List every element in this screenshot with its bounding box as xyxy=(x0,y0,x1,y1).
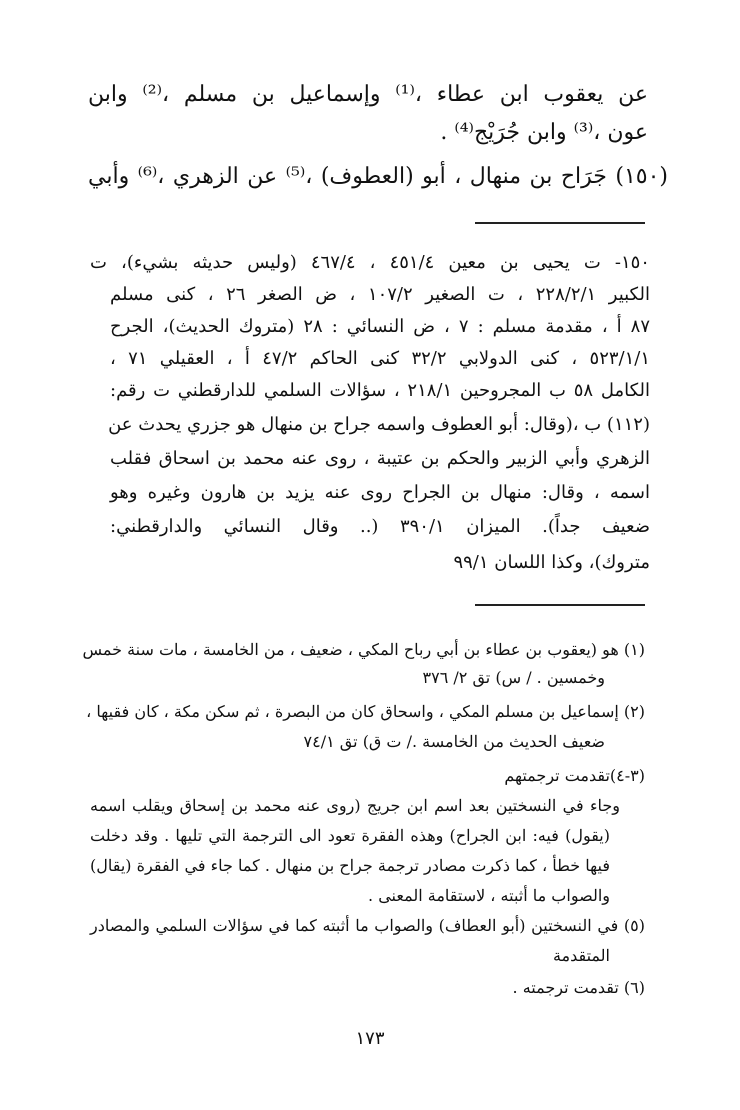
hadith-line-9: ضعيف جداً). الميزان ٣٩٠/١ (.. وقال النسائي والدارقطني: xyxy=(110,516,650,537)
hadith-line-7: الزهري وأبي الزبير والحكم بن عتيبة ، روى عنه محمد بن اسحاق فقلب xyxy=(110,448,650,469)
hadith-note-block xyxy=(90,252,650,592)
page-number: ١٧٣ xyxy=(355,1028,385,1049)
hadith-line-3: ٨٧ أ ، مقدمة مسلم : ٧ ، ض النسائي : ٢٨ (متروك الحديث)، الجرح xyxy=(110,316,651,337)
hadith-line-10: متروك)، وكذا اللسان ٩٩/١ xyxy=(453,552,650,573)
main-line-3: (١٥٠) جَرَاح بن منهال ، أبو (العطوف) ،⁽⁵⁾ عن الزهري ،⁽⁶⁾ وأبي xyxy=(88,164,668,189)
footnote-1-line-2: وخمسين . / س) تق ٢/ ٣٧٦ xyxy=(422,668,605,687)
hadith-line-8: اسمه ، وقال: منهال بن الجراح روى عنه يزيد بن هارون وغيره وهو xyxy=(110,482,650,503)
hadith-line-1: ١٥٠- ت يحيى بن معين ٤٥١/٤ ، ٤٦٧/٤ (وليس حديثه بشيء)، ت xyxy=(90,252,650,273)
hadith-line-5: الكامل ٥٨ ب المجروحين ٢١٨/١ ، سؤالات السلمي للدارقطني ت رقم: xyxy=(110,380,650,401)
main-line-2: عون ،⁽³⁾ وابن جُرَيْج⁽⁴⁾ . xyxy=(440,120,648,145)
hadith-line-4: ٥٢٣/١/١ ، كنى الدولابي ٣٢/٢ كنى الحاكم ٤٧/٢ أ ، العقيلي ٧١ ، xyxy=(110,348,651,369)
footnote-2-line-2: ضعيف الحديث من الخامسة ./ ت ق) تق ٧٤/١ xyxy=(303,732,605,751)
hadith-line-6: (١١٢) ب ،(وقال: أبو العطوف واسمه جراح بن منهال هو جزري يحدث عن xyxy=(108,414,650,435)
separator-rule-2 xyxy=(475,604,645,606)
footnote-2-line-1: (٢) إسماعيل بن مسلم المكي ، واسحاق كان من البصرة ، ثم سكن مكة ، كان فقيها ، xyxy=(86,702,645,721)
footnote-3-4-line-2: وجاء في النسختين بعد اسم ابن جريج (روى عنه محمد بن إسحاق ويقلب اسمه xyxy=(90,796,620,815)
hadith-line-2: الكبير ٢٢٨/٢/١ ، ت الصغير ١٠٧/٢ ، ض الصغر ٢٦ ، كنى مسلم xyxy=(110,284,650,305)
main-text-block xyxy=(88,82,668,222)
main-line-1: عن يعقوب ابن عطاء ،⁽¹⁾ وإسماعيل بن مسلم ،⁽²⁾ وابن xyxy=(88,82,648,107)
footnote-5-line-1: (٥) في النسختين (أبو العطاف) والصواب ما أثبته كما في سؤالات السلمي والمصادر xyxy=(90,916,645,935)
footnote-5-line-2: المتقدمة xyxy=(552,946,610,965)
footnotes-block xyxy=(82,640,645,1010)
footnote-1-line-1: (١) هو (يعقوب بن عطاء بن أبي رباح المكي ، ضعيف ، من الخامسة ، مات سنة خمس xyxy=(82,640,645,659)
footnote-3-4-line-3: (يقول) فيه: ابن الجراح) وهذه الفقرة تعود الى الترجمة التي تليها . وقد دخلت xyxy=(90,826,611,845)
separator-rule-1 xyxy=(475,222,645,224)
footnote-3-4-line-5: والصواب ما أثبته ، لاستقامة المعنى . xyxy=(368,886,610,905)
footnote-3-4-line-4: فيها خطأ ، كما ذكرت مصادر ترجمة جراح بن منهال . كما جاء في الفقرة (يقال) xyxy=(90,856,610,875)
footnote-6-line-1: (٦) تقدمت ترجمته . xyxy=(512,978,645,997)
footnote-3-4-line-1: (٣-٤)تقدمت ترجمتهم xyxy=(504,766,645,785)
